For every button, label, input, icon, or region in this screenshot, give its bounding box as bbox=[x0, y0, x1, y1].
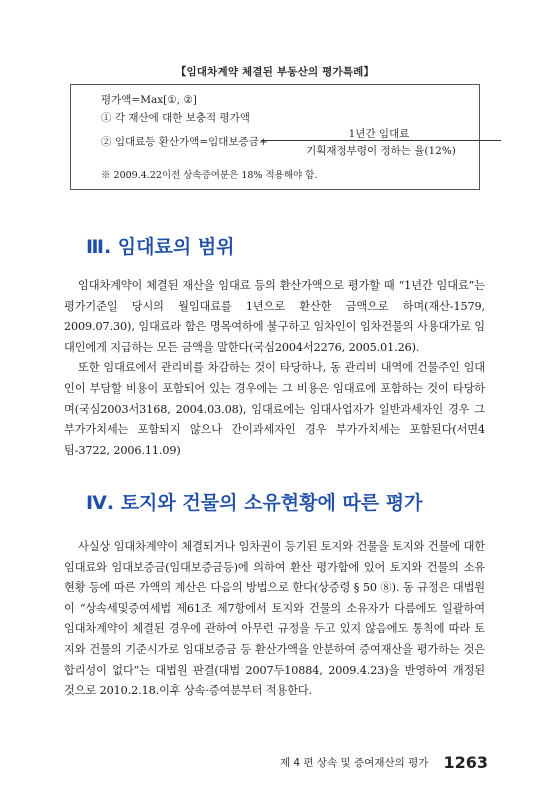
section-heading-ownership: Ⅳ. 토지와 건물의 소유현황에 따른 평가 bbox=[86, 492, 423, 514]
paragraph: 또한 임대료에서 관리비를 차감하는 것이 타당하나, 동 관리비 내역에 건물주인 임대인이 부담할 비용이 포함되어 있는 경우에는 그 비용은 임대료에 포함하는 것이 타당하며(국심2003서3168, 2004.03.08), 임대료에는 임대사업자가 일반과세자인 경우 그 부가가치세는 포함되지 않으나 간이과세자인 경우 부가가치세는 포함된다(서면4팀-3722, 2006.11.09) bbox=[64, 361, 485, 457]
fraction-denominator: 기획재정부령이 정하는 율(12%) bbox=[306, 145, 456, 157]
section-body-rent-scope bbox=[64, 276, 485, 461]
page-number: 1263 bbox=[443, 753, 488, 772]
formula-line-supplementary: ① 각 재산에 대한 보충적 평가액 bbox=[101, 112, 250, 124]
formula-box bbox=[70, 84, 480, 190]
chapter-title: 제 4 편 상속 및 증여재산의 평가 bbox=[279, 757, 429, 769]
box-title: 【임대차계약 체결된 부동산의 평가특례】 bbox=[175, 66, 375, 78]
fraction-bar bbox=[261, 140, 501, 141]
paragraph: 임대차계약이 체결된 재산을 임대료 등의 환산가액으로 평가할 때 “1년간 임대료”는 평가기준일 당시의 월임대료를 1년으로 환산한 금액으로 하며(재산-1579, 2009.07.30), 임대료라 함은 명목여하에 불구하고 임차인이 임차건물의 사용대가로 임대인에게 지급하는 모든 금액을 말한다(국심2004서2276, 2005.01.26). bbox=[64, 279, 485, 354]
section-heading-rent-scope: Ⅲ. 임대료의 범위 bbox=[86, 236, 235, 258]
paragraph: 사실상 임대차계약이 체결되거나 임차권이 등기된 토지와 건물을 토지와 건물에 대한 임대료와 임대보증금(임대보증금등)에 의하여 환산 평가함에 있어 토지와 건물의 소유현황 등에 따른 가액의 계산은 다음의 방법으로 한다(상증령 § 50 ⑧). 동 규정은 대법원이 “상속세및증여세법 제61조 제7항에서 토지와 건물의 소유자가 다름에도 일괄하여 임대차계약이 체결된 경우에 관하여 아무런 규정을 두고 있지 않음에도 통칙에 따라 토지와 건물의 기준시가로 임대보증금 등 환산가액을 안분하여 증여재산을 평가하는 것은 합리성이 없다”는 대법원 판결(대법 2007두10884, 2009.4.23)을 반영하여 개정된 것으로 2010.2.18.이후 상속·증여분부터 적용한다. bbox=[64, 540, 485, 698]
fraction-numerator: 1년간 임대료 bbox=[348, 128, 410, 140]
formula-line-rent-conversion: ② 임대료등 환산가액=임대보증금+ bbox=[101, 136, 268, 148]
formula-line-max: 평가액=Max[①, ②] bbox=[101, 94, 197, 106]
section-body-ownership bbox=[64, 537, 485, 702]
page-footer bbox=[280, 752, 488, 772]
formula-note: ※ 2009.4.22이전 상속증여분은 18% 적용해야 함. bbox=[101, 170, 318, 181]
